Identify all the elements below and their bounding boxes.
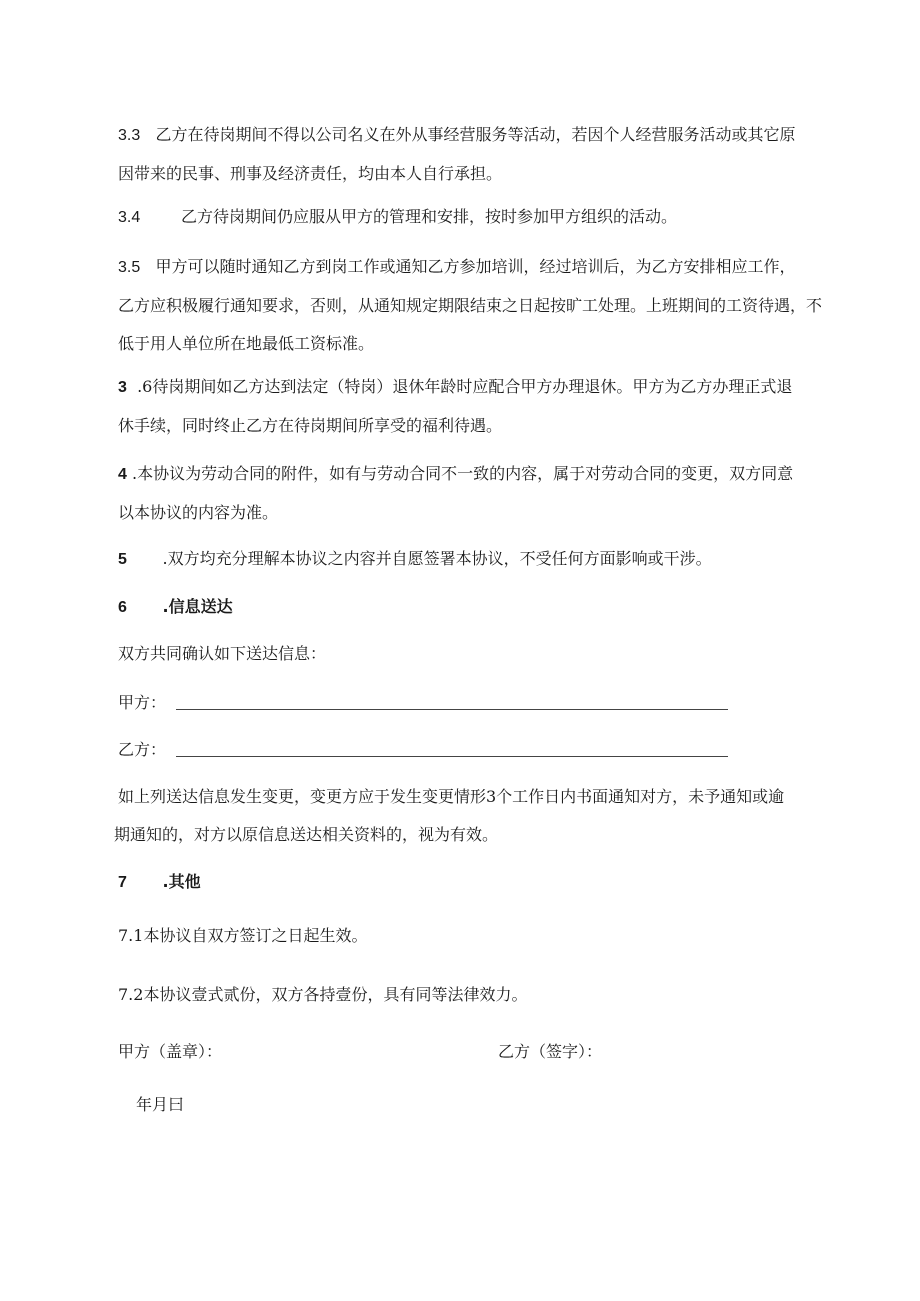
section-number: 6 (118, 599, 127, 616)
section-7-item-1 (118, 917, 840, 955)
party-a-fill-line (176, 709, 728, 710)
party-a-label: 甲方： (118, 693, 167, 712)
clause-3-3-line1 (118, 116, 840, 155)
date-label: 年月曰 (136, 1095, 185, 1114)
change-notice-line2: 期通知的，对方以原信息送达相关资料的，视为有效。 (114, 825, 499, 844)
clause-text-continued: 因带来的民事、刑事及经济责任，均由本人自行承担。 (118, 164, 503, 183)
clause-3-4 (118, 198, 840, 237)
clause-text: .双方均充分理解本协议之内容并自愿签署本协议，不受任何方面影响或干涉。 (162, 549, 712, 568)
clause-number: 4 (118, 466, 127, 483)
change-notice (114, 778, 840, 854)
change-notice-line1: 如上列送达信息发生变更，变更方应于发生变更情形3个工作日内书面通知对方，未予通知或逾 (118, 787, 785, 806)
clause-5 (118, 540, 840, 579)
clause-text-continued: 以本协议的内容为准。 (118, 503, 279, 522)
clause-number: 5 (118, 551, 127, 568)
clause-text: 甲方可以随时通知乙方到岗工作或通知乙方参加培训，经过培训后，为乙方安排相应工作， (155, 257, 796, 276)
clause-3-6 (118, 368, 840, 445)
party-b-fill-line (176, 756, 728, 757)
clause-number: 3.4 (118, 209, 141, 226)
item-text: 7.2本协议壹式贰份，双方各持壹份，具有同等法律效力。 (118, 985, 528, 1004)
clause-text: .本协议为劳动合同的附件，如有与劳动合同不一致的内容，属于对劳动合同的变更，双方同意 (132, 464, 794, 483)
section-6-heading (118, 588, 840, 627)
clause-number: 3.5 (118, 259, 141, 276)
clause-4 (118, 455, 840, 532)
party-b-sign-label: 乙方（签字）： (498, 1042, 603, 1061)
clause-text-continued: 乙方应积极履行通知要求，否则，从通知规定期限结束之日起按旷工处理。上班期间的工资待遇，不 (118, 296, 823, 315)
section-6-intro (118, 635, 840, 673)
clause-text: 乙方待岗期间仍应服从甲方的管理和安排，按时参加甲方组织的活动。 (180, 207, 677, 226)
clause-text-continued: 休手续，同时终止乙方在待岗期间所享受的福利待遇。 (118, 416, 503, 435)
party-b-label: 乙方： (118, 740, 167, 759)
section-title: .其他 (162, 872, 201, 891)
section-title: .信息送达 (162, 597, 233, 616)
section-number: 7 (118, 874, 127, 891)
clause-number: 3.3 (118, 127, 141, 144)
clause-3-5 (118, 248, 840, 363)
clause-text: 乙方在待岗期间不得以公司名义在外从事经营服务等活动，若因个人经营服务活动或其它原 (155, 125, 796, 144)
clause-text: .6待岗期间如乙方达到法定（特岗）退休年龄时应配合甲方办理退休。甲方为乙方办理正式退 (137, 377, 793, 396)
clause-3-3 (118, 116, 840, 193)
party-a-seal-label: 甲方（盖章）： (118, 1042, 223, 1061)
section-7-heading (118, 863, 840, 902)
clause-number: 3 (118, 379, 127, 396)
section-7-item-2 (118, 976, 840, 1014)
clause-text-continued: 低于用人单位所在地最低工资标准。 (118, 334, 375, 353)
item-text: 7.1本协议自双方签订之日起生效。 (118, 926, 368, 945)
intro-text: 双方共同确认如下送达信息： (118, 644, 327, 663)
